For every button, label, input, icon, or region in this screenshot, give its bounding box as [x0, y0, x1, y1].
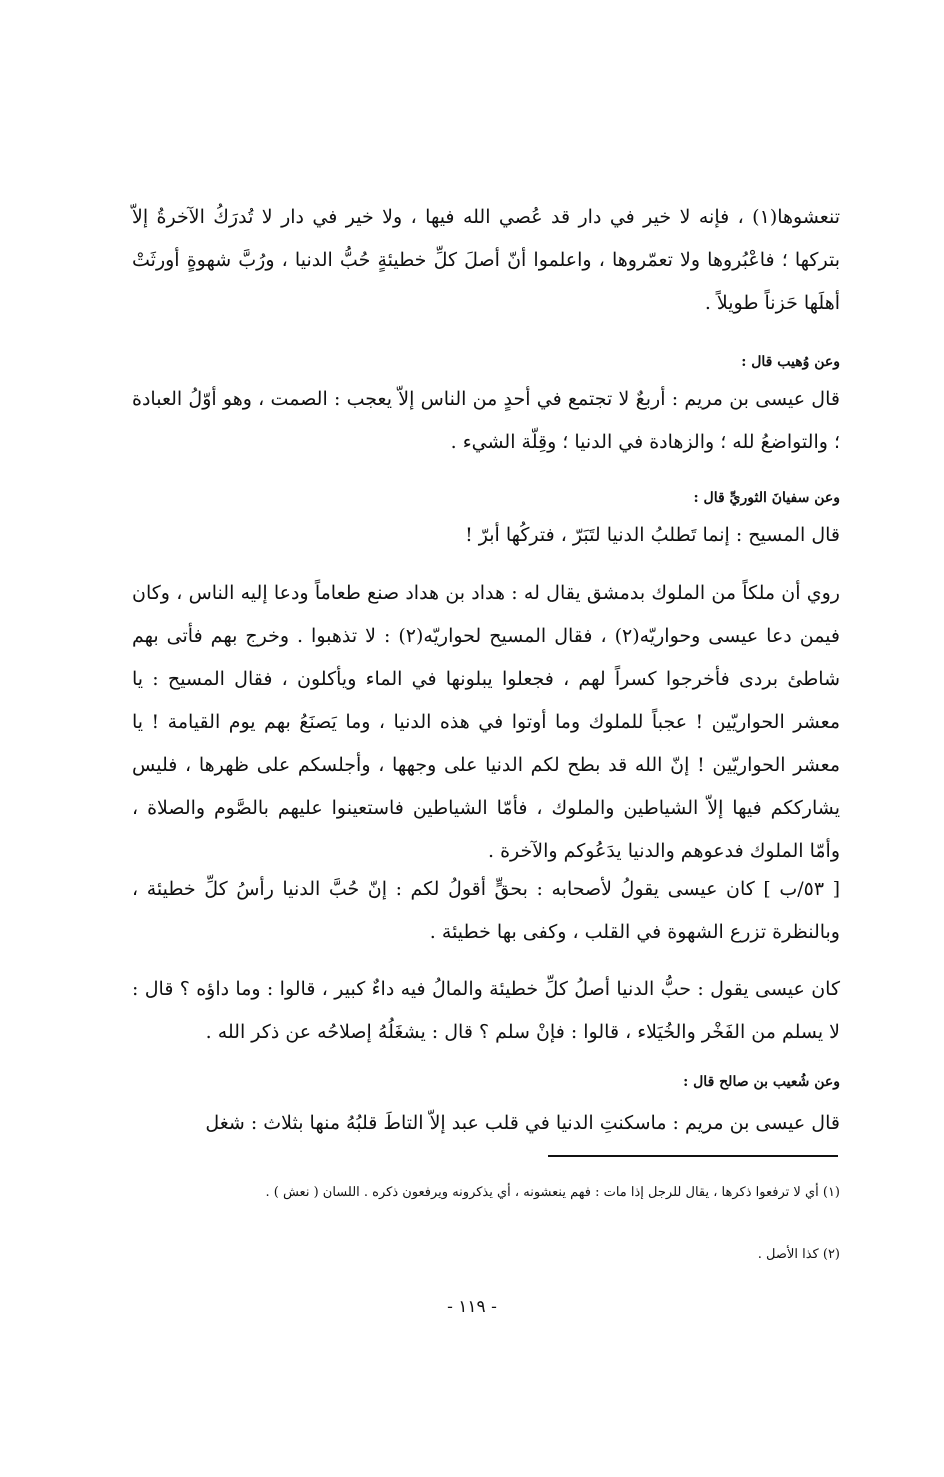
footnote-divider	[548, 1155, 838, 1157]
footnote-1: (١) أي لا ترفعوا ذكرها ، يقال للرجل إذا مات : فهم ينعشونه ، أي يذكرونه ويرفعون ذكره . اللسان ( نعش ) .	[265, 1185, 840, 1200]
section-heading-wuhayb: وعن وُهيب قال :	[741, 354, 840, 370]
paragraph-wealth-disease: كان عيسى يقول : حبُّ الدنيا أصلُ كلِّ خطيئة والمالُ فيه داءٌ كبير ، قالوا : وما داؤه ؟ قال : لا يسلم من الفَخْر والخُيَلاء ، قالوا : فإنْ سلم ؟ قال : يشغَلُهُ إصلاحُه عن ذكر الله .	[132, 978, 840, 1043]
paragraph-love-of-world: [ ٥٣/ب ] كان عيسى يقولُ لأصحابه : بحقٍّ أقولُ لكم : إنّ حُبَّ الدنيا رأسُ كلِّ خطيئة ، وبالنظرة تزرع الشهوة في القلب ، وكفى بها خطيئة .	[132, 878, 840, 943]
page-number: - ١١٩ -	[447, 1297, 497, 1317]
section-heading-sufyan: وعن سفيانَ الثوريِّ قال :	[693, 490, 840, 506]
footnote-2: (٢) كذا الأصل .	[757, 1247, 840, 1262]
paragraph-damascus-king: روي أن ملكاً من الملوك بدمشق يقال له : هداد بن هداد صنع طعاماً ودعا إليه الناس ، وكان فيمن دعا عيسى وحواريّه(٢) ، فقال المسيح لحواريّه(٢) : لا تذهبوا . وخرج بهم فأتى بهم شاطئ بردى فأخرجوا كسراً لهم ، فجعلوا يبلونها في الماء ويأكلون ، فقال المسيح : يا معشر الحواريّين ! عجباً للملوك وما أوتوا في هذه الدنيا ، وما يَصنَعُ بهم يوم القيامة ! يا معشر الحواريّين ! إنّ الله قد بطح لكم الدنيا على وجهها ، وأجلسكم على ظهرها ، فليس يشارككم فيها إلاّ الشياطين والملوك ، فأمّا الشياطين فاستعينوا عليهم بالصَّوم والصلاة ، وأمّا الملوك فدعوهم والدنيا يدَعُوكم والآخرة .	[132, 582, 840, 862]
paragraph-messiah-saying: قال المسيح : إنما تَطلبُ الدنيا لتَبَرّ ، فتركُها أبرّ !	[465, 524, 840, 546]
section-heading-shuayb: وعن شُعيب بن صالح قال :	[683, 1074, 840, 1090]
paragraph-four-traits: قال عيسى بن مريم : أربعٌ لا تجتمع في أحدٍ من الناس إلاّ يعجب : الصمت ، وهو أوّلُ العبادة ؛ والتواضعُ لله ؛ والزهادة في الدنيا ؛ وقِلّة الشيء .	[132, 388, 840, 453]
paragraph-opening: تنعشوها(١) ، فإنه لا خير في دار قد عُصي الله فيها ، ولا خير في دار لا تُدرَكُ الآخرةُ إلاّ بتركها ؛ فاعْبُروها ولا تعمّروها ، واعلموا أنّ أصلَ كلِّ خطيئةٍ حُبُّ الدنيا ، ورُبَّ شهوةٍ أورثَتْ أهلَها حَزناً طويلاً .	[132, 206, 840, 314]
paragraph-three-things: قال عيسى بن مريم : ماسكنتِ الدنيا في قلب عبد إلاّ التاطَ قلبُهُ منها بثلاث : شغل	[205, 1112, 840, 1134]
